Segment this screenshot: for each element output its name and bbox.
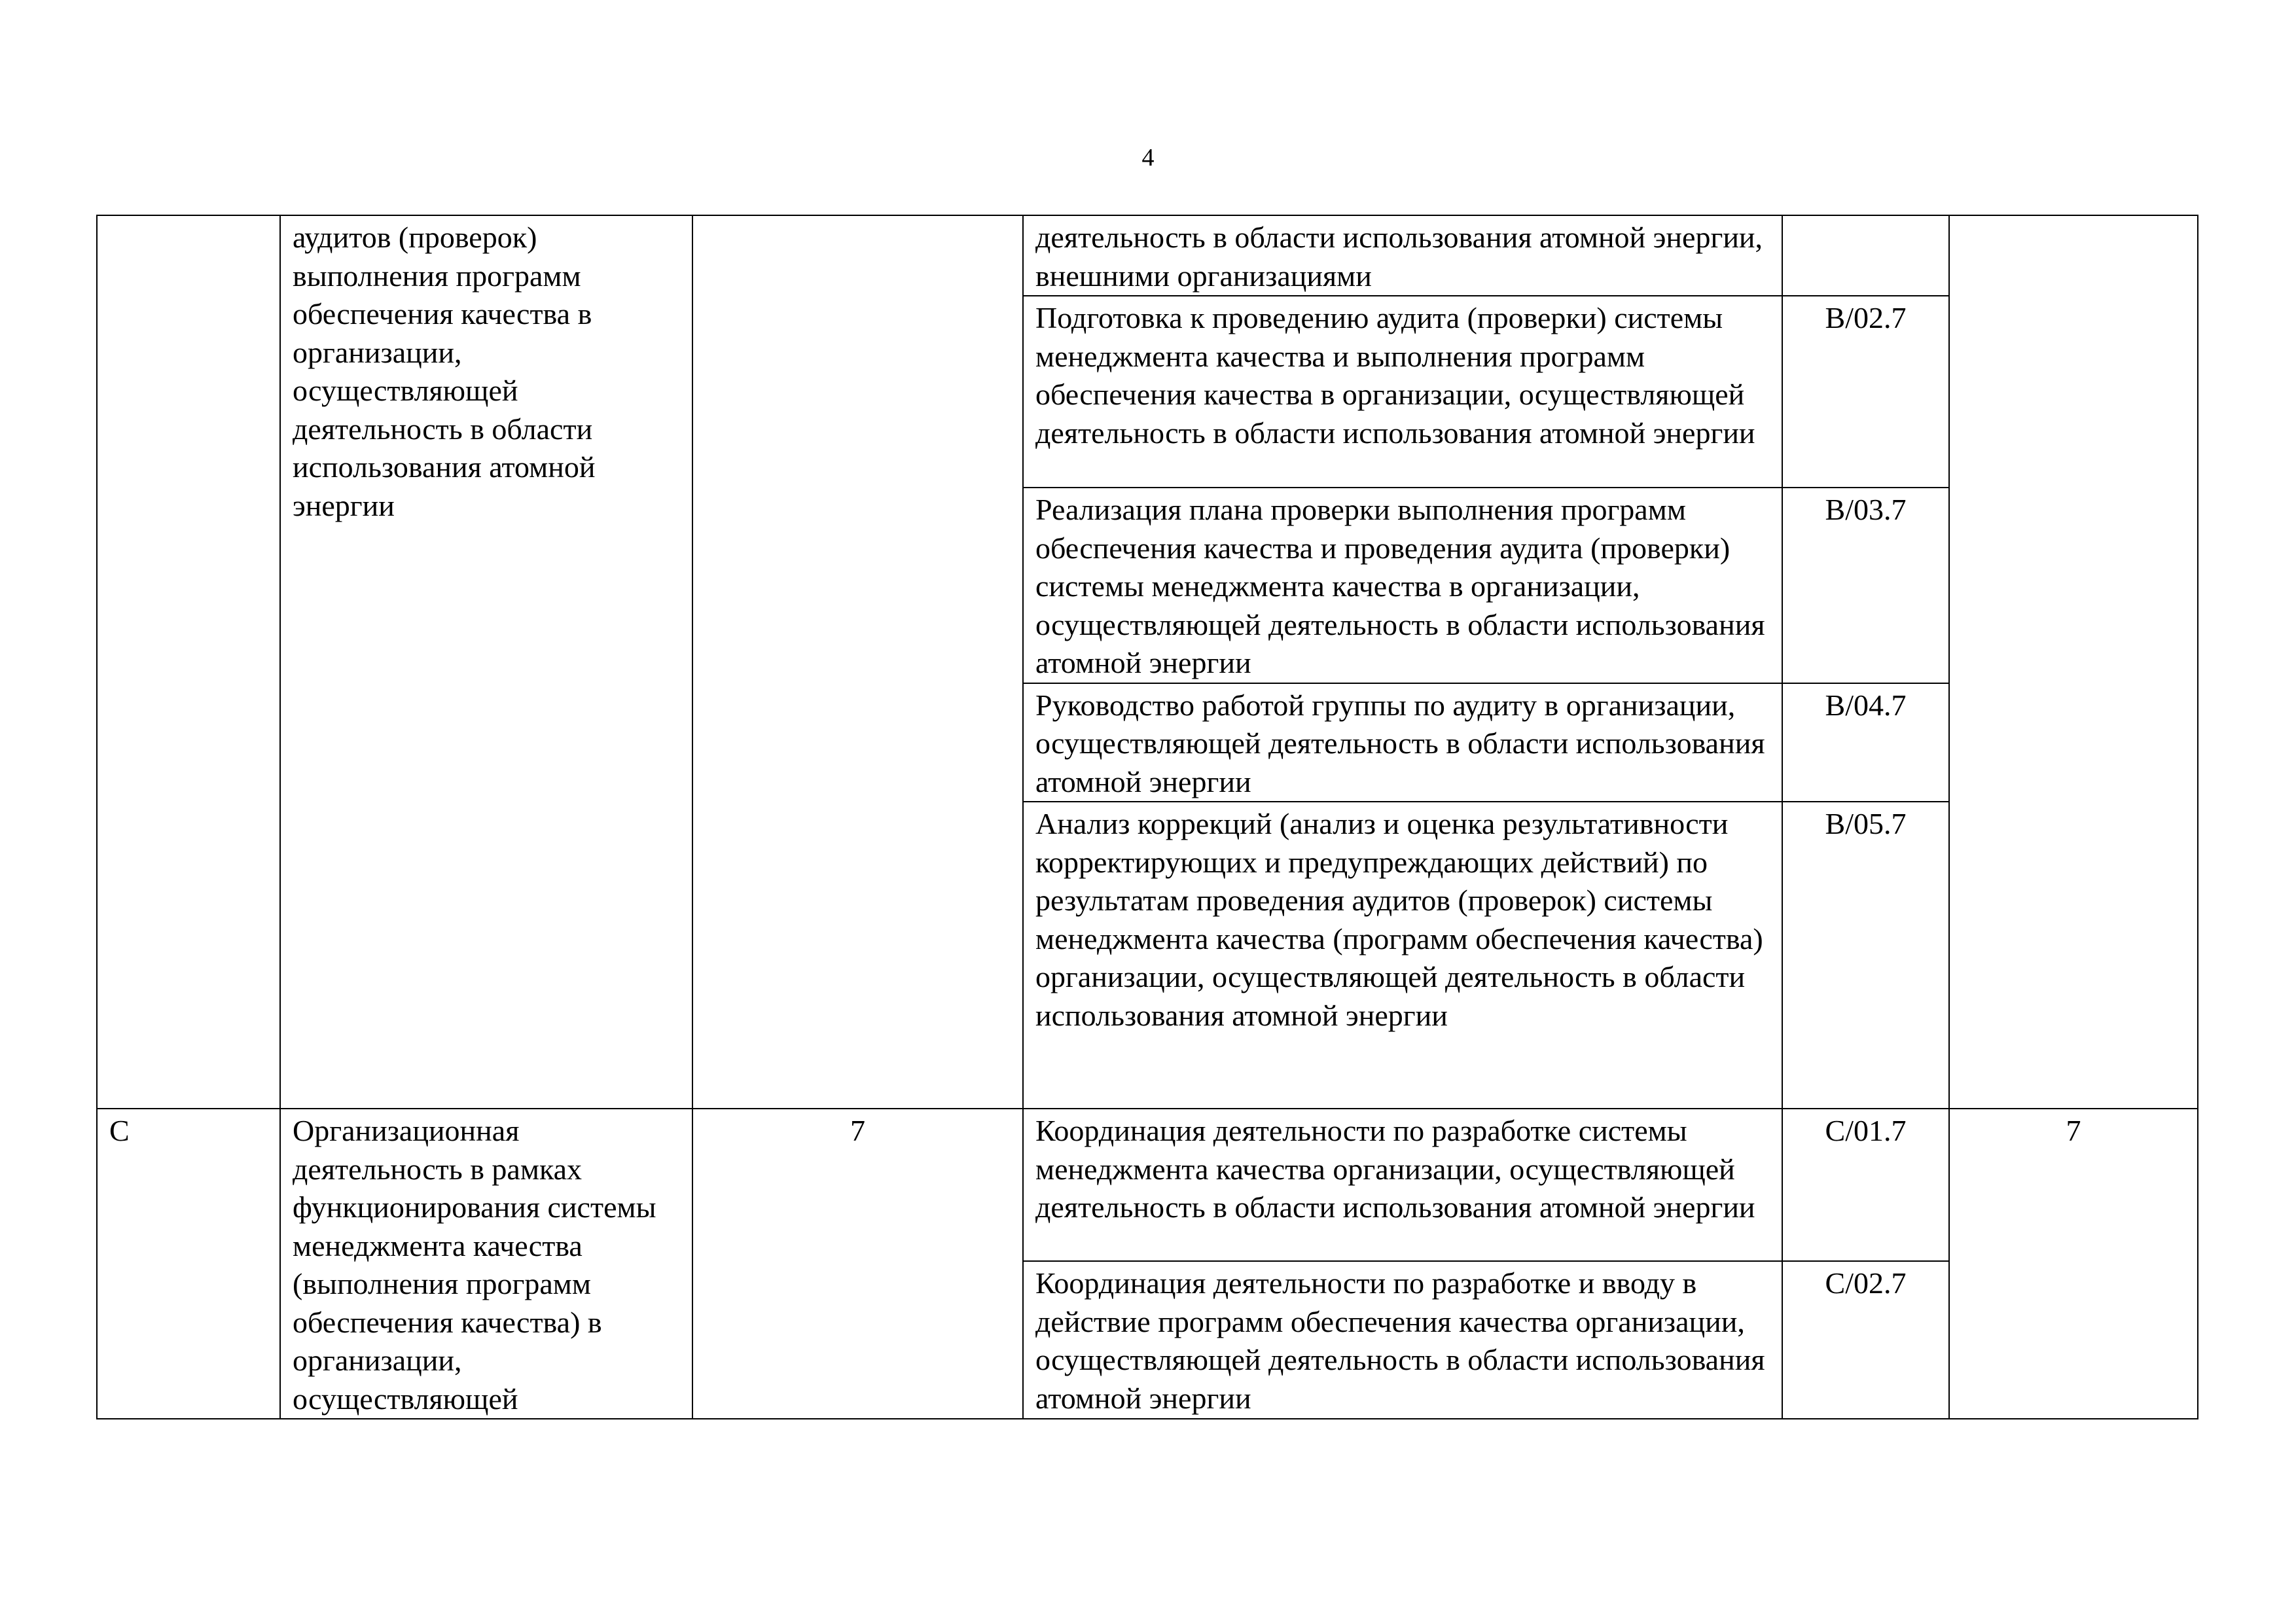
- function-name-cell: [1023, 488, 1782, 683]
- function-name: Координация деятельности по разработке и вводу в действие программ обеспечения качества организации, осуществляющей деятельность в области использования атомной энергии: [1035, 1266, 1765, 1415]
- function-name: деятельность в области использования атомной энергии, внешними организациями: [1035, 221, 1763, 293]
- function-name: Реализация плана проверки выполнения программ обеспечения качества и проведения аудита (проверки) системы менеджмента качества в организации, осуществляющей деятельность в области использования атомной энергии: [1035, 493, 1765, 679]
- function-name: Анализ коррекций (анализ и оценка результативности корректирующих и предупреждающих действий) по результатам проведения аудитов (проверок) системы менеджмента качества (программ обеспечения качества) организации, осуществляющей деятельность в области использования атомной энергии: [1035, 807, 1763, 1032]
- function-code-cell: B/02.7: [1782, 296, 1949, 488]
- group-b-code-cell: [97, 215, 280, 1109]
- group-b-level-cell: [692, 215, 1023, 1109]
- function-name-cell: [1023, 1261, 1782, 1419]
- group-b-name: аудитов (проверок) выполнения программ обеспечения качества в организации, осуществляющей деятельность в области использования атомной энергии: [293, 221, 596, 522]
- group-c-code-cell: C: [97, 1109, 280, 1419]
- function-name-cell: [1023, 296, 1782, 488]
- function-code-cell: B/03.7: [1782, 488, 1949, 683]
- function-name: Подготовка к проведению аудита (проверки) системы менеджмента качества и выполнения программ обеспечения качества в организации, осуществляющей деятельность в области использования атомной энергии: [1035, 301, 1755, 450]
- table-row: [97, 1109, 2198, 1261]
- group-b-qualification-cell: [1949, 215, 2198, 1109]
- function-name-cell: [1023, 215, 1782, 296]
- function-name-cell: [1023, 802, 1782, 1109]
- group-b-name-cell: [280, 215, 692, 1109]
- function-code-cell: B/04.7: [1782, 683, 1949, 802]
- function-code-cell: [1782, 215, 1949, 296]
- functions-table: [96, 215, 2198, 1419]
- function-name-cell: [1023, 683, 1782, 802]
- group-c-name: Организационная деятельность в рамках функционирования системы менеджмента качества (выполнения программ обеспечения качества) в организации, осуществляющей: [293, 1114, 656, 1416]
- function-code-cell: B/05.7: [1782, 802, 1949, 1109]
- function-name: Руководство работой группы по аудиту в организации, осуществляющей деятельность в области использования атомной энергии: [1035, 688, 1765, 798]
- function-name-cell: [1023, 1109, 1782, 1261]
- function-code-cell: C/01.7: [1782, 1109, 1949, 1261]
- page-number: 4: [1141, 144, 1155, 171]
- group-c-qualification-cell: 7: [1949, 1109, 2198, 1419]
- group-c-name-cell: [280, 1109, 692, 1419]
- group-c-level-cell: 7: [692, 1109, 1023, 1419]
- function-code-cell: C/02.7: [1782, 1261, 1949, 1419]
- table-row: [97, 215, 2198, 296]
- function-name: Координация деятельности по разработке системы менеджмента качества организации, осуществляющей деятельность в области использования атомной энергии: [1035, 1114, 1755, 1224]
